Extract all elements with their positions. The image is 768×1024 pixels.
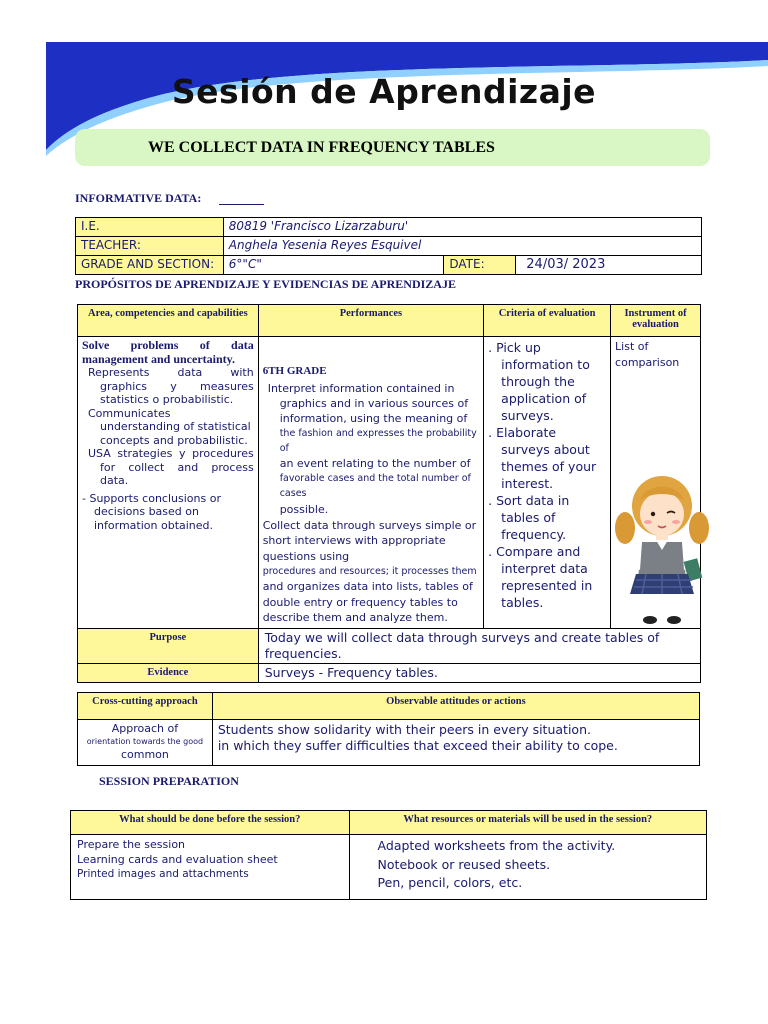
criteria-item: . Sort data in tables of frequency. <box>488 493 570 542</box>
criteria-cell <box>484 337 611 629</box>
performance-text: and organizes data into lists, tables of double entry or frequency tables to describe them and analyze them. <box>262 580 473 624</box>
purpose-label: Purpose <box>78 628 259 663</box>
instrument-value: List of comparison <box>615 340 680 369</box>
table-row <box>76 256 702 275</box>
col-attitudes: Observable attitudes or actions <box>212 693 699 720</box>
teacher-label: TEACHER: <box>76 237 224 256</box>
table-row <box>76 237 702 256</box>
performance-text: favorable cases and the total number of cases <box>279 472 471 499</box>
area-item: - Supports conclusions or decisions based on information obtained. <box>82 491 221 532</box>
area-item: Represents data with graphics y measures statistics o probabilistic. <box>88 366 254 406</box>
col-before: What should be done before the session? <box>71 811 350 835</box>
crosscutting-table <box>77 692 700 766</box>
performance-text: possible. <box>279 502 329 516</box>
area-item: USA strategies y procedures for collect and process data. <box>88 447 254 487</box>
grade-heading: 6TH GRADE <box>262 365 327 377</box>
table-row <box>76 218 702 237</box>
purposes-heading: PROPÓSITOS DE APRENDIZAJE Y EVIDENCIAS DE APRENDIZAJE <box>75 277 456 291</box>
performance-text: procedures and resources; it processes them <box>262 566 477 577</box>
schoolgirl-illustration <box>612 470 712 630</box>
list-item: Pen, pencil, colors, etc. <box>377 875 523 890</box>
page-title: Sesión de Aprendizaje <box>171 72 597 111</box>
area-cell <box>78 337 259 629</box>
col-resources: What resources or materials will be used in the session? <box>349 811 706 835</box>
purposes-table <box>77 304 701 683</box>
list-item: Notebook or reused sheets. <box>377 856 551 872</box>
list-item: Learning cards and evaluation sheet <box>77 853 278 866</box>
date-value: 24/03/ 2023 <box>516 256 702 275</box>
table-row <box>78 628 701 663</box>
informative-table <box>75 217 702 275</box>
criteria-item: . Elaborate surveys about themes of your interest. <box>488 425 597 491</box>
performance-text: Collect data through surveys simple or short interviews with appropriate questions using <box>262 518 477 563</box>
area-item: Communicates understanding of statistical concepts and probabilistic. <box>88 406 251 447</box>
approach-text: common <box>120 748 169 761</box>
table-row <box>78 337 701 629</box>
table-header-row <box>78 305 701 337</box>
col-criteria: Criteria of evaluation <box>484 305 611 337</box>
preparation-heading: SESSION PREPARATION <box>99 774 239 788</box>
performance-text: an event relating to the number of <box>279 456 471 470</box>
evidence-label: Evidence <box>78 663 259 682</box>
criteria-item: . Compare and interpret data represented in tables. <box>488 544 593 610</box>
before-cell <box>71 835 350 900</box>
heading-underline <box>219 204 264 205</box>
ie-value: 80819 'Francisco Lizarzaburu' <box>223 218 701 237</box>
teacher-value: Anghela Yesenia Reyes Esquivel <box>223 237 701 256</box>
date-label: DATE: <box>444 256 516 275</box>
evidence-value: Surveys - Frequency tables. <box>258 663 700 682</box>
area-title: Solve problems of data management and uncertainty. <box>82 338 254 366</box>
table-row <box>78 663 701 682</box>
grade-label: GRADE AND SECTION: <box>76 256 224 275</box>
grade-value: 6°"C" <box>223 256 444 275</box>
approach-cell <box>78 720 213 766</box>
table-row <box>78 720 700 766</box>
performances-cell <box>258 337 483 629</box>
approach-text: orientation towards the good <box>86 737 204 746</box>
informative-heading: INFORMATIVE DATA: <box>75 191 202 205</box>
purpose-value: Today we will collect data through surveys and create tables of frequencies. <box>258 628 700 663</box>
criteria-item: . Pick up information to through the application of surveys. <box>488 340 590 423</box>
list-item: Prepare the session <box>77 838 186 851</box>
col-performances: Performances <box>258 305 483 337</box>
attitude-text: in which they suffer difficulties that exceed their ability to cope. <box>217 738 618 753</box>
col-instrument: Instrument of evaluation <box>611 305 701 337</box>
page-subtitle: WE COLLECT DATA IN FREQUENCY TABLES <box>148 139 495 156</box>
col-area: Area, competencies and capabilities <box>78 305 259 337</box>
table-row <box>71 835 707 900</box>
resources-cell <box>349 835 706 900</box>
preparation-table <box>70 810 707 900</box>
table-header-row <box>71 811 707 835</box>
performance-text: Interpret information contained in graphics and in various sources of information, using the meaning of <box>267 381 469 425</box>
performance-text: the fashion and expresses the probability of <box>279 427 477 454</box>
attitudes-cell <box>212 720 699 766</box>
table-header-row <box>78 693 700 720</box>
attitude-text: Students show solidarity with their peers in every situation. <box>217 722 591 737</box>
ie-label: I.E. <box>76 218 224 237</box>
list-item: Adapted worksheets from the activity. <box>377 838 616 853</box>
col-approach: Cross-cutting approach <box>78 693 213 720</box>
approach-text: Approach of <box>111 722 179 735</box>
list-item: Printed images and attachments <box>77 868 249 880</box>
